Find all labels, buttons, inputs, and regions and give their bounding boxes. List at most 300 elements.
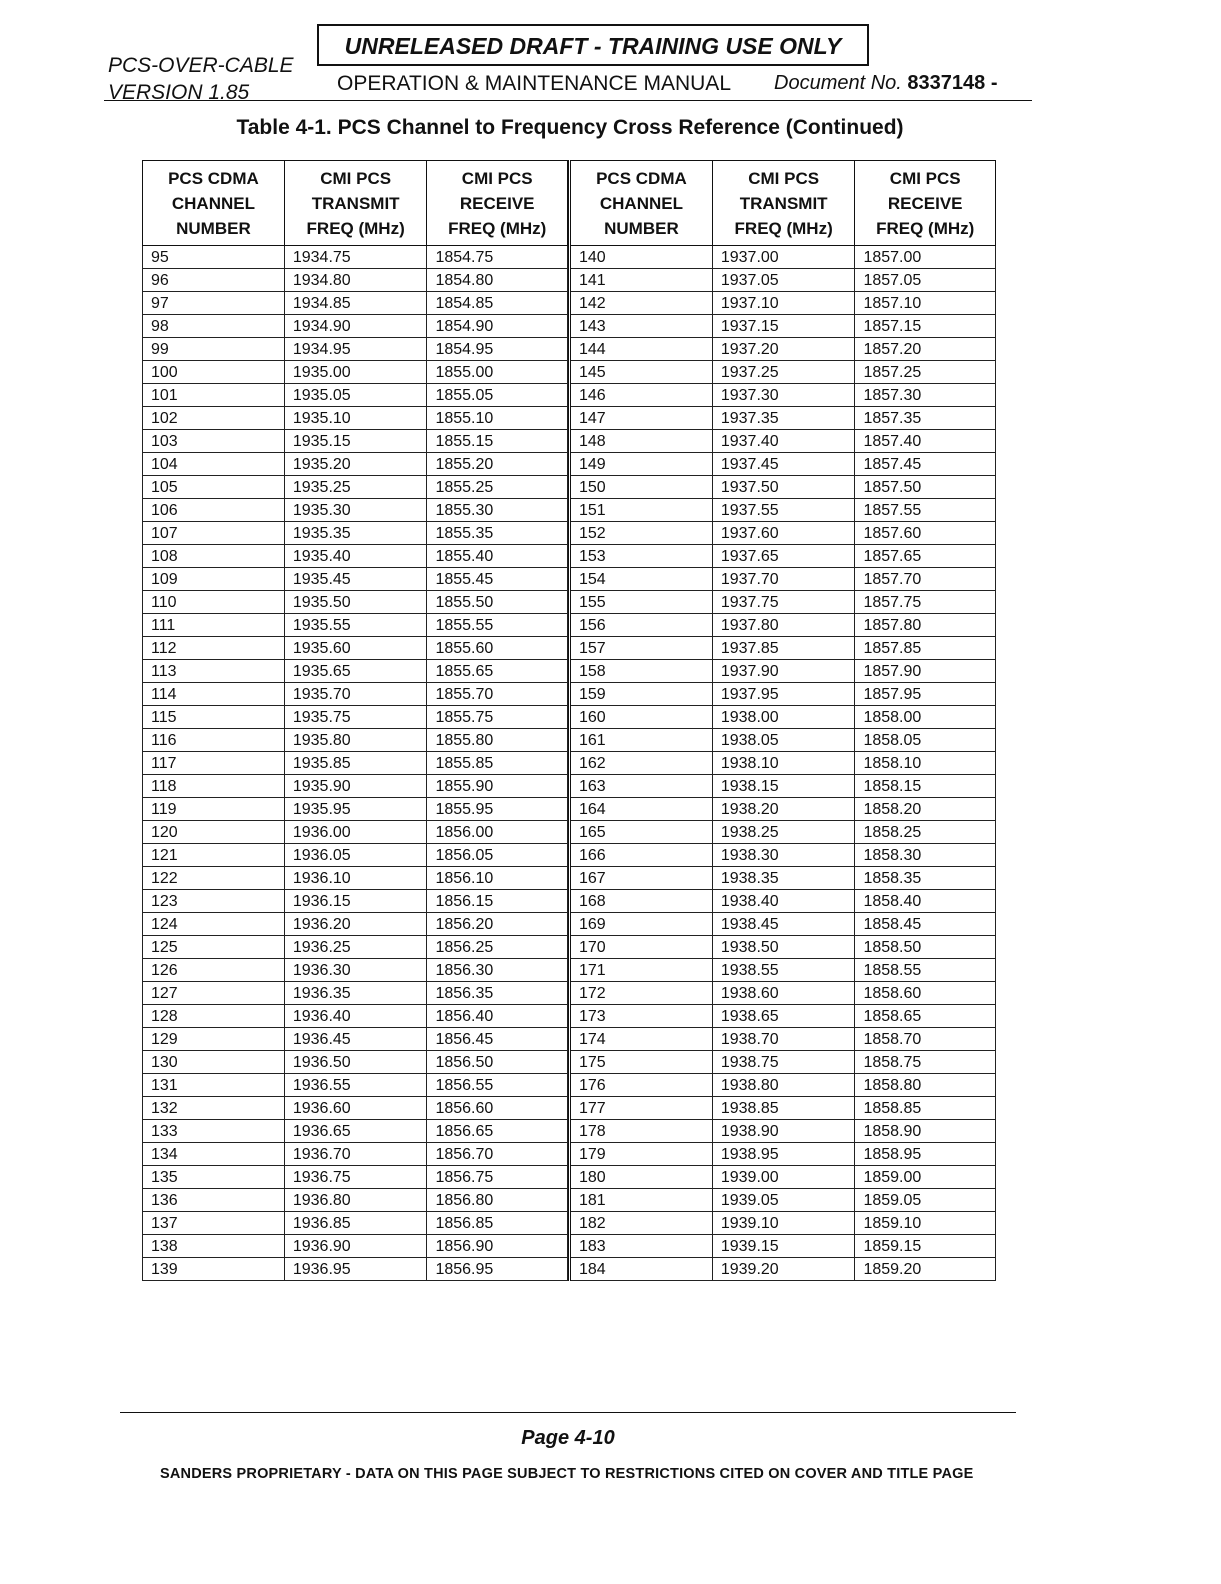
channel-cell: 153 [570,545,713,568]
table-row [143,315,568,338]
table-row [143,1189,568,1212]
table-title: Table 4-1. PCS Channel to Frequency Cross Reference (Continued) [236,116,904,139]
transmit-freq-cell: 1935.00 [284,361,427,384]
channel-cell: 176 [570,1074,713,1097]
transmit-freq-cell: 1936.45 [284,1028,427,1051]
transmit-freq-cell: 1938.70 [712,1028,855,1051]
transmit-freq-cell: 1935.20 [284,453,427,476]
transmit-freq-cell: 1936.75 [284,1166,427,1189]
channel-cell: 132 [143,1097,285,1120]
channel-cell: 138 [143,1235,285,1258]
channel-cell: 173 [570,1005,713,1028]
channel-cell: 159 [570,683,713,706]
channel-cell: 108 [143,545,285,568]
receive-freq-cell: 1859.10 [855,1212,996,1235]
transmit-freq-cell: 1936.20 [284,913,427,936]
table-row [143,1097,568,1120]
table-row [570,338,996,361]
channel-cell: 100 [143,361,285,384]
receive-freq-cell: 1857.00 [855,246,996,269]
transmit-freq-cell: 1936.30 [284,959,427,982]
table-row [143,453,568,476]
receive-freq-cell: 1855.40 [427,545,568,568]
receive-freq-cell: 1859.20 [855,1258,996,1281]
transmit-freq-cell: 1937.75 [712,591,855,614]
receive-freq-cell: 1856.75 [427,1166,568,1189]
receive-freq-cell: 1855.15 [427,430,568,453]
transmit-freq-cell: 1937.00 [712,246,855,269]
column-header-line: TRANSMIT [311,193,400,213]
table-row [570,1028,996,1051]
receive-freq-cell: 1856.10 [427,867,568,890]
table-row [570,1097,996,1120]
channel-cell: 171 [570,959,713,982]
document-number-value: 8337148 - [907,72,998,94]
table-row [143,752,568,775]
table-row [570,798,996,821]
channel-cell: 107 [143,522,285,545]
table-row [143,407,568,430]
table-row [143,1143,568,1166]
channel-cell: 123 [143,890,285,913]
receive-freq-cell: 1856.35 [427,982,568,1005]
channel-cell: 166 [570,844,713,867]
receive-freq-cell: 1855.75 [427,706,568,729]
table-row [570,890,996,913]
transmit-freq-cell: 1936.40 [284,1005,427,1028]
transmit-freq-cell: 1934.75 [284,246,427,269]
transmit-freq-cell: 1935.35 [284,522,427,545]
table-row [143,476,568,499]
table-row [143,1074,568,1097]
table-row [570,1212,996,1235]
transmit-freq-cell: 1937.85 [712,637,855,660]
table-row [570,522,996,545]
column-header-line: FREQ (MHz) [876,218,975,238]
transmit-freq-cell: 1935.50 [284,591,427,614]
channel-cell: 170 [570,936,713,959]
channel-cell: 106 [143,499,285,522]
channel-cell: 179 [570,1143,713,1166]
transmit-freq-cell: 1937.55 [712,499,855,522]
transmit-freq-cell: 1937.40 [712,430,855,453]
channel-cell: 118 [143,775,285,798]
table-row [143,1235,568,1258]
table-row [570,1005,996,1028]
receive-freq-cell: 1855.70 [427,683,568,706]
table-row [143,729,568,752]
channel-cell: 119 [143,798,285,821]
receive-freq-cell: 1858.55 [855,959,996,982]
transmit-freq-cell: 1936.25 [284,936,427,959]
receive-freq-cell: 1858.00 [855,706,996,729]
transmit-freq-cell: 1936.65 [284,1120,427,1143]
transmit-freq-cell: 1937.05 [712,269,855,292]
footer-divider [120,1412,1016,1413]
receive-freq-cell: 1856.60 [427,1097,568,1120]
table-header-row [143,161,568,246]
table-row [570,568,996,591]
column-header-line: PCS CDMA [168,168,259,188]
channel-table-right [568,160,996,1281]
table-row [570,499,996,522]
receive-freq-cell: 1855.90 [427,775,568,798]
receive-freq-cell: 1858.30 [855,844,996,867]
channel-cell: 112 [143,637,285,660]
transmit-freq-cell: 1936.35 [284,982,427,1005]
channel-cell: 146 [570,384,713,407]
channel-cell: 96 [143,269,285,292]
transmit-freq-cell: 1937.25 [712,361,855,384]
receive-freq-cell: 1855.35 [427,522,568,545]
receive-freq-cell: 1855.25 [427,476,568,499]
receive-freq-cell: 1857.90 [855,660,996,683]
document-number-label: Document No. [774,72,902,94]
header-version: VERSION 1.85 [108,81,250,104]
transmit-freq-cell: 1935.70 [284,683,427,706]
table-row [143,522,568,545]
receive-freq-cell: 1855.95 [427,798,568,821]
table-row [570,775,996,798]
transmit-freq-cell: 1937.20 [712,338,855,361]
channel-cell: 114 [143,683,285,706]
table-row [570,1235,996,1258]
table-row [143,936,568,959]
page-number: Page 4-10 [521,1427,615,1449]
column-header-line: CHANNEL [599,193,683,213]
receive-freq-cell: 1855.50 [427,591,568,614]
transmit-freq-cell: 1938.15 [712,775,855,798]
transmit-freq-cell: 1938.35 [712,867,855,890]
transmit-freq-cell: 1935.10 [284,407,427,430]
receive-freq-cell: 1857.65 [855,545,996,568]
receive-freq-cell: 1859.00 [855,1166,996,1189]
transmit-freq-cell: 1938.50 [712,936,855,959]
channel-cell: 127 [143,982,285,1005]
table-row [570,361,996,384]
table-row [143,246,568,269]
transmit-freq-cell: 1936.60 [284,1097,427,1120]
transmit-freq-cell: 1934.90 [284,315,427,338]
table-row [570,683,996,706]
transmit-freq-cell: 1936.00 [284,821,427,844]
receive-freq-cell: 1854.80 [427,269,568,292]
channel-cell: 178 [570,1120,713,1143]
channel-cell: 133 [143,1120,285,1143]
receive-freq-cell: 1854.90 [427,315,568,338]
table-row [570,384,996,407]
transmit-freq-cell: 1938.60 [712,982,855,1005]
receive-freq-cell: 1857.80 [855,614,996,637]
channel-cell: 97 [143,292,285,315]
transmit-freq-cell: 1935.80 [284,729,427,752]
transmit-freq-cell: 1935.05 [284,384,427,407]
table-row [143,1212,568,1235]
transmit-freq-cell: 1938.20 [712,798,855,821]
transmit-freq-cell: 1938.85 [712,1097,855,1120]
receive-freq-cell: 1858.40 [855,890,996,913]
receive-freq-cell: 1857.20 [855,338,996,361]
channel-cell: 121 [143,844,285,867]
header-product-block [108,52,294,106]
column-header-receive [855,161,996,246]
receive-freq-cell: 1856.55 [427,1074,568,1097]
table-row [143,338,568,361]
receive-freq-cell: 1856.90 [427,1235,568,1258]
channel-cell: 131 [143,1074,285,1097]
transmit-freq-cell: 1934.80 [284,269,427,292]
transmit-freq-cell: 1939.10 [712,1212,855,1235]
transmit-freq-cell: 1937.65 [712,545,855,568]
table-row [570,959,996,982]
channel-cell: 160 [570,706,713,729]
receive-freq-cell: 1856.40 [427,1005,568,1028]
channel-cell: 137 [143,1212,285,1235]
proprietary-notice: SANDERS PROPRIETARY - DATA ON THIS PAGE SUBJECT TO RESTRICTIONS CITED ON COVER AND TITLE PAGE [160,1466,974,1482]
table-row [570,913,996,936]
channel-cell: 184 [570,1258,713,1281]
table-row [143,844,568,867]
channel-cell: 180 [570,1166,713,1189]
receive-freq-cell: 1856.15 [427,890,568,913]
receive-freq-cell: 1858.60 [855,982,996,1005]
channel-cell: 151 [570,499,713,522]
channel-cell: 128 [143,1005,285,1028]
receive-freq-cell: 1858.70 [855,1028,996,1051]
channel-cell: 144 [570,338,713,361]
receive-freq-cell: 1858.35 [855,867,996,890]
transmit-freq-cell: 1936.10 [284,867,427,890]
table-row [143,1028,568,1051]
channel-cell: 143 [570,315,713,338]
channel-cell: 130 [143,1051,285,1074]
receive-freq-cell: 1858.10 [855,752,996,775]
channel-cell: 129 [143,1028,285,1051]
channel-cell: 157 [570,637,713,660]
transmit-freq-cell: 1938.40 [712,890,855,913]
table-row [570,660,996,683]
receive-freq-cell: 1859.15 [855,1235,996,1258]
table-row [143,706,568,729]
receive-freq-cell: 1858.85 [855,1097,996,1120]
channel-cell: 110 [143,591,285,614]
draft-banner: UNRELEASED DRAFT - TRAINING USE ONLY [317,24,869,66]
transmit-freq-cell: 1935.60 [284,637,427,660]
table-row [570,476,996,499]
table-row [143,683,568,706]
receive-freq-cell: 1858.80 [855,1074,996,1097]
receive-freq-cell: 1857.75 [855,591,996,614]
channel-cell: 163 [570,775,713,798]
receive-freq-cell: 1855.00 [427,361,568,384]
table-row [570,269,996,292]
table-row [570,867,996,890]
receive-freq-cell: 1855.05 [427,384,568,407]
channel-cell: 158 [570,660,713,683]
table-row [570,821,996,844]
channel-cell: 167 [570,867,713,890]
channel-cell: 125 [143,936,285,959]
receive-freq-cell: 1856.20 [427,913,568,936]
transmit-freq-cell: 1937.50 [712,476,855,499]
channel-cell: 182 [570,1212,713,1235]
column-header-line: CMI PCS [889,168,961,188]
table-row [570,591,996,614]
transmit-freq-cell: 1938.10 [712,752,855,775]
table-row [143,867,568,890]
transmit-freq-cell: 1936.50 [284,1051,427,1074]
transmit-freq-cell: 1936.70 [284,1143,427,1166]
channel-cell: 98 [143,315,285,338]
table-row [143,798,568,821]
channel-cell: 95 [143,246,285,269]
receive-freq-cell: 1855.10 [427,407,568,430]
table-row [143,890,568,913]
table-row [570,1258,996,1281]
transmit-freq-cell: 1937.95 [712,683,855,706]
receive-freq-cell: 1858.75 [855,1051,996,1074]
column-header-line: RECEIVE [459,193,535,213]
channel-cell: 139 [143,1258,285,1281]
receive-freq-cell: 1855.20 [427,453,568,476]
receive-freq-cell: 1858.20 [855,798,996,821]
channel-cell: 116 [143,729,285,752]
receive-freq-cell: 1857.30 [855,384,996,407]
header-divider [104,100,1032,101]
receive-freq-cell: 1858.65 [855,1005,996,1028]
channel-cell: 150 [570,476,713,499]
table-row [143,292,568,315]
receive-freq-cell: 1856.80 [427,1189,568,1212]
channel-cell: 102 [143,407,285,430]
receive-freq-cell: 1857.70 [855,568,996,591]
channel-cell: 183 [570,1235,713,1258]
receive-freq-cell: 1857.40 [855,430,996,453]
channel-cell: 152 [570,522,713,545]
transmit-freq-cell: 1935.25 [284,476,427,499]
receive-freq-cell: 1857.45 [855,453,996,476]
transmit-freq-cell: 1937.35 [712,407,855,430]
receive-freq-cell: 1857.55 [855,499,996,522]
receive-freq-cell: 1855.45 [427,568,568,591]
receive-freq-cell: 1856.05 [427,844,568,867]
receive-freq-cell: 1858.95 [855,1143,996,1166]
transmit-freq-cell: 1936.05 [284,844,427,867]
transmit-freq-cell: 1938.05 [712,729,855,752]
transmit-freq-cell: 1938.75 [712,1051,855,1074]
receive-freq-cell: 1854.85 [427,292,568,315]
channel-cell: 168 [570,890,713,913]
transmit-freq-cell: 1938.30 [712,844,855,867]
channel-cell: 105 [143,476,285,499]
channel-cell: 169 [570,913,713,936]
channel-cell: 113 [143,660,285,683]
channel-table-left [142,160,568,1281]
channel-cell: 115 [143,706,285,729]
receive-freq-cell: 1855.80 [427,729,568,752]
transmit-freq-cell: 1937.80 [712,614,855,637]
table-row [143,959,568,982]
receive-freq-cell: 1858.05 [855,729,996,752]
table-row [143,430,568,453]
receive-freq-cell: 1856.50 [427,1051,568,1074]
channel-cell: 111 [143,614,285,637]
channel-cell: 161 [570,729,713,752]
receive-freq-cell: 1858.50 [855,936,996,959]
receive-freq-cell: 1855.65 [427,660,568,683]
table-row [570,1074,996,1097]
transmit-freq-cell: 1938.65 [712,1005,855,1028]
channel-cell: 104 [143,453,285,476]
transmit-freq-cell: 1938.95 [712,1143,855,1166]
channel-cell: 156 [570,614,713,637]
receive-freq-cell: 1856.45 [427,1028,568,1051]
transmit-freq-cell: 1934.95 [284,338,427,361]
receive-freq-cell: 1859.05 [855,1189,996,1212]
table-row [570,292,996,315]
receive-freq-cell: 1858.15 [855,775,996,798]
channel-cell: 148 [570,430,713,453]
receive-freq-cell: 1856.00 [427,821,568,844]
column-header-line: CHANNEL [171,193,255,213]
table-row [570,844,996,867]
transmit-freq-cell: 1937.15 [712,315,855,338]
receive-freq-cell: 1855.60 [427,637,568,660]
table-row [570,1143,996,1166]
table-row [570,982,996,1005]
transmit-freq-cell: 1935.65 [284,660,427,683]
receive-freq-cell: 1856.85 [427,1212,568,1235]
receive-freq-cell: 1856.65 [427,1120,568,1143]
transmit-freq-cell: 1937.10 [712,292,855,315]
receive-freq-cell: 1857.50 [855,476,996,499]
channel-cell: 145 [570,361,713,384]
transmit-freq-cell: 1936.15 [284,890,427,913]
column-header-transmit [284,161,427,246]
column-header-line: CMI PCS [748,168,820,188]
table-row [143,1258,568,1281]
receive-freq-cell: 1857.60 [855,522,996,545]
table-row [143,1051,568,1074]
receive-freq-cell: 1854.95 [427,338,568,361]
transmit-freq-cell: 1937.90 [712,660,855,683]
channel-cell: 135 [143,1166,285,1189]
table-header-row [570,161,996,246]
channel-cell: 103 [143,430,285,453]
channel-cell: 122 [143,867,285,890]
receive-freq-cell: 1857.25 [855,361,996,384]
transmit-freq-cell: 1935.15 [284,430,427,453]
receive-freq-cell: 1857.35 [855,407,996,430]
channel-cell: 149 [570,453,713,476]
table-row [143,1120,568,1143]
table-row [143,775,568,798]
channel-cell: 181 [570,1189,713,1212]
transmit-freq-cell: 1935.95 [284,798,427,821]
transmit-freq-cell: 1936.90 [284,1235,427,1258]
transmit-freq-cell: 1935.40 [284,545,427,568]
column-header-line: RECEIVE [887,193,963,213]
channel-cell: 177 [570,1097,713,1120]
document-number [774,72,997,95]
transmit-freq-cell: 1937.60 [712,522,855,545]
transmit-freq-cell: 1937.45 [712,453,855,476]
channel-cell: 120 [143,821,285,844]
channel-cell: 172 [570,982,713,1005]
transmit-freq-cell: 1939.00 [712,1166,855,1189]
transmit-freq-cell: 1939.20 [712,1258,855,1281]
channel-cell: 126 [143,959,285,982]
